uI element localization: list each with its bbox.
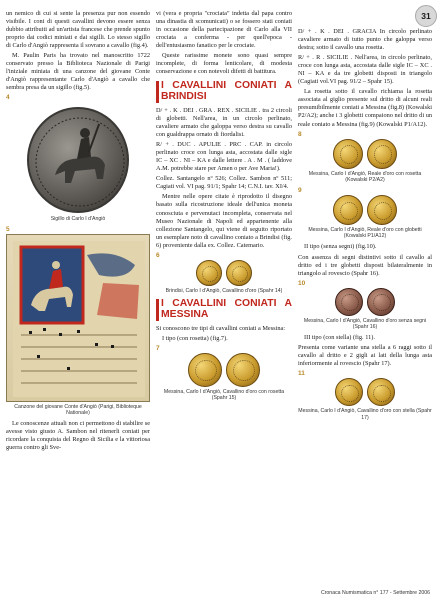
col2-paragraph-8: I tipo (con rosetta) (fig.7). — [162, 334, 228, 342]
col2-paragraph-2: Queste rarissime monete sono quasi sempre incomplete, di forma lenticolare, di modesta conservazione e con notevoli difetti di battitura. — [156, 52, 292, 76]
fig6-caption: Brindisi, Carlo I d'Angiò, Cavallino d'oro (Spahr 14) — [165, 287, 283, 294]
fig9-number: 9 — [298, 187, 302, 195]
col2-paragraph-1: vi (vera e propria "crociata" indetta dal papa contro una dinastia di scomunicati) o se fossero stati coniati in occasione della partecipazione di Carlo alla VII crociata a conferma - per quell'epoca - dell'entusiasmo fanatico per le crociate. — [156, 10, 292, 50]
fig10-number: 10 — [298, 279, 306, 287]
fig9-caption: Messina, Carlo I d'Angiò, Reale d'oro con globetti (Kowalski P1/A12) — [308, 227, 422, 240]
fig8-caption: Messina, Carlo I d'Angiò, Reale d'oro con rosetta (Kowalski P2/A2) — [308, 170, 422, 183]
seal-horseman-icon — [29, 109, 131, 215]
coin-reverse — [367, 195, 397, 225]
coin-reverse — [367, 288, 395, 316]
column-2 — [156, 10, 292, 405]
section-heading-brindisi: I CAVALLINI CONIATI A BRINDISI — [156, 81, 292, 103]
fig9-coins — [298, 195, 432, 225]
illuminated-initial-icon — [7, 235, 150, 402]
fig11-caption: Messina, Carlo I d'Angiò, Cavallino d'oro con stella (Spahr 17) — [298, 408, 432, 421]
fig6-coins — [156, 260, 292, 286]
fig4-seal-image — [6, 103, 150, 214]
fig4-number: 4 — [6, 94, 10, 102]
coin-obverse — [335, 378, 363, 406]
fig5-number: 5 — [6, 225, 10, 233]
fig10-coins — [298, 288, 432, 316]
col3-paragraph-6: III tipo (con stella) (fig. 11). — [304, 334, 375, 342]
coin-obverse — [333, 139, 363, 169]
fig4-caption: Sigillo di Carlo I d'Angiò — [50, 215, 106, 222]
page-number: 31 — [415, 5, 437, 27]
fig8-number: 8 — [298, 130, 302, 138]
fig7-caption: Messina, Carlo I d'Angiò, Cavallino d'oro con rosetta (Spahr 15) — [163, 388, 285, 401]
col1-paragraph-2: M. Paulin Paris ha trovato nel manoscritto 1722 conservato presso la Biblioteca Nazionale di Parigi l'iniziale miniata di una canzone del giovane Conte d'Angiò rappresentante Carlo d'Angiò a cavallo che sembra presa da un sigillo (fig.5). — [6, 52, 150, 92]
col2-paragraph-4: R/ + . DUC . APULIE . PRC . CAP. in circolo perlinato croce con lunga asta, accostata dalle sigle IC – XC . NI – KA e dalle lettere . A . M . ( laddove A.M. potrebbe stare per Amen o per Ave Maria!). — [156, 141, 292, 173]
fig8-coins — [298, 139, 432, 169]
col3-paragraph-1: D/ + . K . DEI . GRACIA In circolo perlinato cavaliere armato di tutto punto che galoppa verso destra; sotto il cavallo una rosetta. — [298, 28, 432, 52]
fig5-caption: Canzone del giovane Conte d'Angiò (Parigi, Biblioteque Nationale) — [14, 403, 142, 416]
fig10-caption: Messina, Carlo I d'Angiò, Cavallino d'oro senza segni (Spahr 16) — [303, 317, 427, 330]
col3-paragraph-5: Con assenza di segni distintivi sotto il cavallo al dritto ed i tre globetti disposti bilateralmente in triangolo al rovescio (Spahr 16). — [298, 253, 432, 277]
fig5-manuscript-image — [6, 234, 150, 402]
coin-reverse — [226, 260, 252, 286]
col1-paragraph-1: un nemico di cui si sente la presenza pur non essendo visibile. I coni di questi cavallini devono essere senza dubbio attribuiti ad un'artista francese che prende spunto proprio dai codici miniati e dai sigilli. Lo stesso sigillo di Carlo d'Angiò rappresenta il sovrano a cavallo (fig.4). — [6, 10, 150, 50]
fig6-number: 6 — [156, 251, 160, 259]
col3-paragraph-2: R/ + . R . SICILIE . Nell'area, in circolo perlinato, croce con lunga asta, accostata dalle sigle IC – XC . NI – KA e da tre globetti disposti in triangolo (Cagiati vol.VI pag. 91/2 – Spahr 15). — [298, 54, 432, 86]
coin-obverse — [335, 288, 363, 316]
column-1 — [6, 10, 150, 454]
col1-paragraph-3: Le conoscenze attuali non ci permettono di stabilire se avesse visto giusto A. Sambon nel ritenerli coniati per ricordare la conquista del Regno di Sicilia e la vittoriosa guerra contro gli Sve- — [6, 420, 150, 452]
coin-reverse — [226, 353, 260, 387]
coin-reverse — [367, 378, 395, 406]
coin-obverse — [333, 195, 363, 225]
coin-reverse — [367, 139, 397, 169]
col2-paragraph-6: Mentre nelle opere citate è riprodotto il disegno basato sulla ricostruzione ideale dell'unica moneta conosciuta e pervenutaci incompleta, conservata nel Museo Nazionale di Napoli ed appartenente alla collezione Santangelo, qui viene di seguito riportato un esemplare noto di cavallino coniato a Brindisi (fig. 6) proveniente dalla ex. Collez. Catemario. — [156, 193, 292, 249]
col3-paragraph-4: II tipo (senza segni) (fig.10). — [304, 243, 377, 251]
col2-paragraph-3: D/ + . K . DEI . GRA . REX . SICILIE . tra 2 circoli di globetti. Nell'area, in un circolo perlinato, cavaliere armato che galoppa verso destra su cavallo con gualdrappa ornato di fiordalisi. — [156, 106, 292, 139]
column-3 — [298, 28, 432, 425]
fig11-coins — [298, 378, 432, 406]
coin-obverse — [196, 260, 222, 286]
footer-publication: Cronaca Numismatica n° 177 - Settembre 2006 — [320, 590, 430, 596]
col2-paragraph-5: Collez. Santangelo nº 526; Collez. Sambon nº 511; Cagiati vol. VI pag. 91/1; Spahr 14; C.N.I. tav. XI/4. — [156, 175, 292, 191]
section-heading-messina: I CAVALLINI CONIATI A MESSINA — [156, 299, 292, 321]
col3-paragraph-7: Presenta come variante una stella a 6 raggi sotto il cavallo al dritto e 2 gigli ai lati della lunga asta inferiormente al rovescio (Spahr 17). — [298, 344, 432, 368]
col3-paragraph-3: La rosetta sotto il cavallo richiama la rosetta associata al giglio presente sul dritto di alcuni reali presumibilmente coniati a Messina (fig.8) (Kowalski P2/A2); anche i 3 globetti compaiono nel dritto di un reale coniato a Messina (fig.9) (Kowalski P1/A12). — [298, 88, 432, 128]
fig7-number: 7 — [156, 344, 160, 352]
col2-paragraph-7: Si conoscono tre tipi di cavallini coniati a Messina: — [156, 324, 286, 332]
fig7-coins — [156, 353, 292, 387]
fig11-number: 11 — [298, 370, 305, 378]
coin-obverse — [188, 353, 222, 387]
